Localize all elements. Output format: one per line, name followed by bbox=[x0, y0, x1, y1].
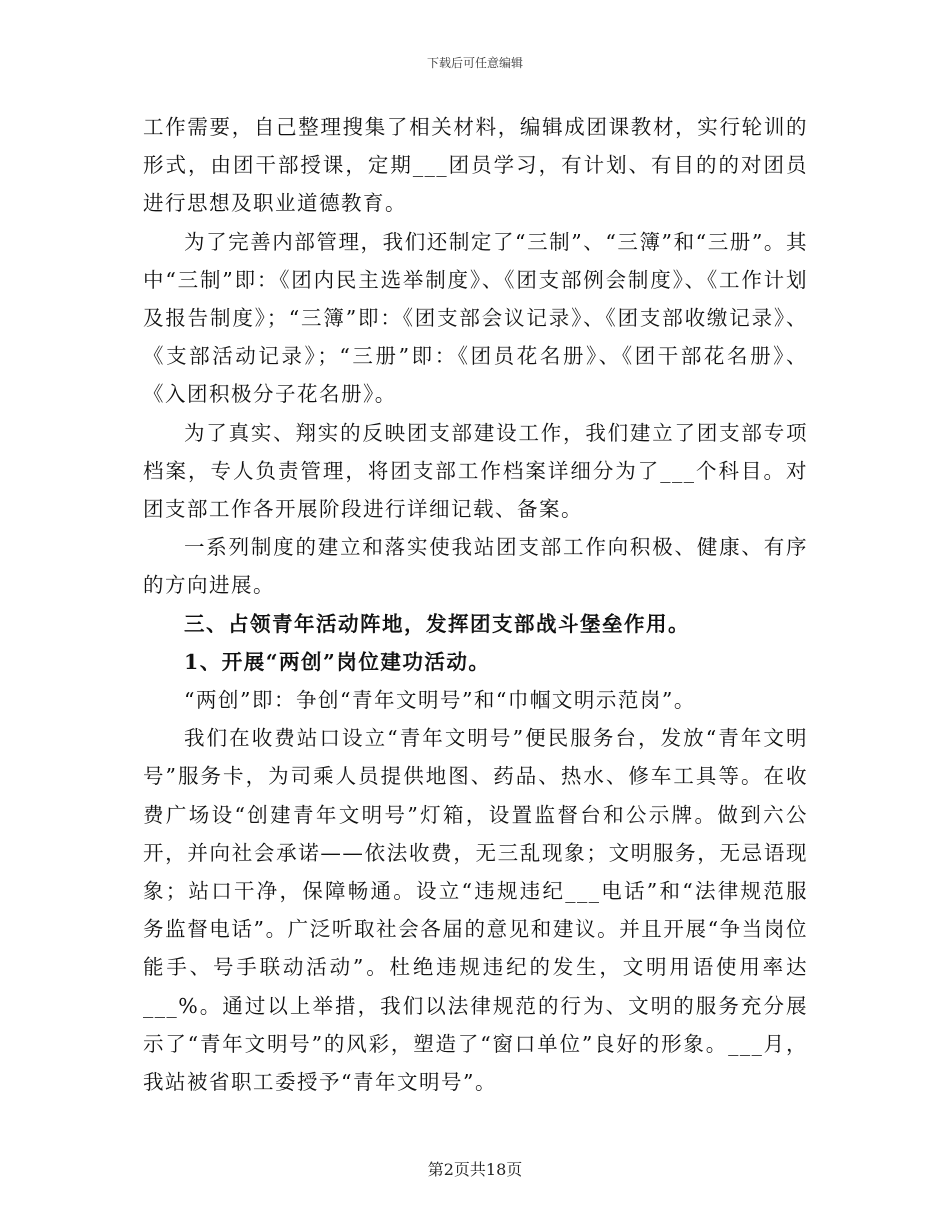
subsection-heading: 1、开展“两创”岗位建功活动。 bbox=[184, 649, 491, 674]
paragraph-internal-management: 为了完善内部管理，我们还制定了“三制”、“三簿”和“三册”。其中“三制”即：《团内民主选举制度》、《团支部例会制度》、《工作计划及报告制度》；“三簿”即：《团支部会议记录》、《团支部收缴记录》、《支部活动记录》；“三册”即：《团员花名册》、《团干部花名册》、《入团积极分子花名册》。 bbox=[143, 229, 808, 407]
section-heading: 三、占领青年活动阵地，发挥团支部战斗堡垒作用。 bbox=[184, 611, 690, 636]
paragraph-two-creations: “两创”即：争创“青年文明号”和“巾帼文明示范岗”。 bbox=[184, 688, 696, 713]
paragraph-service-desk: 我们在收费站口设立“青年文明号”便民服务台，发放“青年文明号”服务卡，为司乘人员提供地图、药品、热水、修车工具等。在收费广场设“创建青年文明号”灯箱，设置监督台和公示牌。做到六公开，并向社会承诺——依法收费，无三乱现象；文明服务，无忌语现象；站口干净，保障畅通。设立“违规违纪___电话”和“法律规范服务监督电话”。广泛听取社会各届的意见和建议。并且开展“争当岗位能手、号手联动活动”。杜绝违规违纪的发生，文明用语使用率达___%。通过以上举措，我们以法律规范的行为、文明的服务充分展示了“青年文明号”的风彩，塑造了“窗口单位”良好的形象。___月，我站被省职工委授予“青年文明号”。 bbox=[143, 726, 808, 1095]
document-body bbox=[143, 108, 808, 1101]
paragraph-system-effect: 一系列制度的建立和落实使我站团支部工作向积极、健康、有序的方向进展。 bbox=[143, 535, 808, 598]
paragraph-continuation: 工作需要，自己整理搜集了相关材料，编辑成团课教材，实行轮训的形式，由团干部授课，定期___团员学习，有计划、有目的的对团员进行思想及职业道德教育。 bbox=[143, 115, 808, 216]
page-header-note: 下载后可任意编辑 bbox=[426, 56, 523, 70]
paragraph-archives: 为了真实、翔实的反映团支部建设工作，我们建立了团支部专项档案，专人负责管理，将团支部工作档案详细分为了___个科目。对团支部工作各开展阶段进行详细记载、备案。 bbox=[143, 420, 808, 522]
page-footer: 第2页共18页 bbox=[427, 1160, 523, 1179]
